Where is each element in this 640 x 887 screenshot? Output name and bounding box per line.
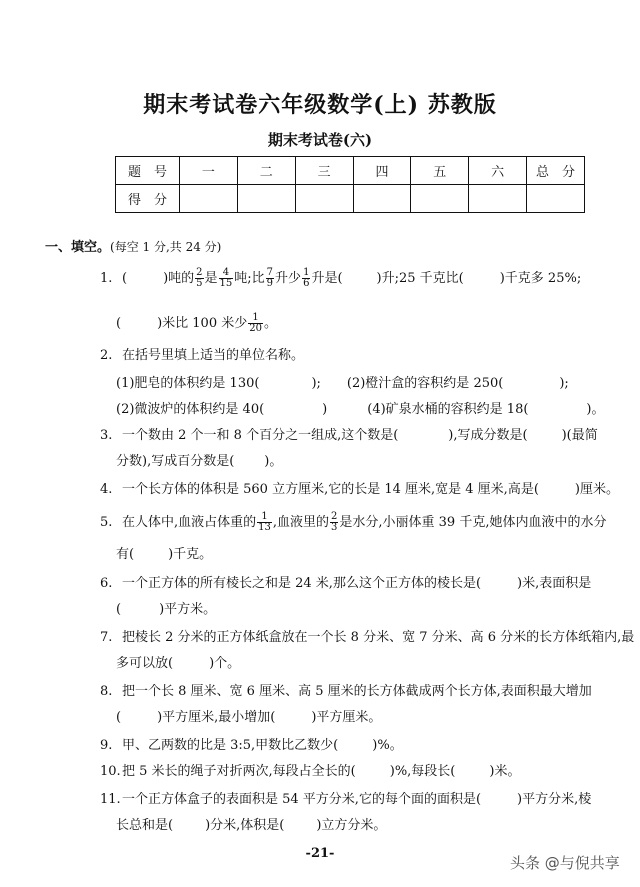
- question-number: 11.: [100, 792, 121, 807]
- q3-text: )。: [264, 454, 283, 469]
- q11-text: 长总和是(: [116, 818, 174, 833]
- q7-text: 多可以放(: [116, 656, 174, 671]
- q3-text: ),写成分数是(: [448, 428, 528, 443]
- question-6-line-1: [100, 574, 591, 594]
- question-6-line-2: [116, 600, 216, 620]
- watermark: 头条 @与倪共享: [510, 854, 620, 872]
- q1-text: )吨的: [163, 271, 195, 286]
- score-header-cell: 二: [237, 157, 295, 185]
- q7-text: 把棱长 2 分米的正方体纸盒放在一个长 8 分米、宽 7 分米、高 6 分米的长方体纸箱内,最: [122, 630, 635, 645]
- q10-text: 把 5 米长的绳子对折两次,每段占全长的(: [122, 764, 356, 779]
- question-number: 6.: [100, 576, 113, 591]
- score-table-header-row: [116, 157, 585, 185]
- q5-text: 在人体中,血液占体重的: [122, 515, 257, 530]
- question-11-line-1: [100, 790, 591, 810]
- fraction: $\frac{1}{13}$: [258, 511, 271, 533]
- q1-text: )千克多 25%;: [499, 271, 582, 286]
- question-number: 9.: [100, 738, 113, 753]
- score-cell: [353, 185, 411, 213]
- score-header-cell: 题 号: [116, 157, 180, 185]
- q2-text: );: [559, 376, 569, 391]
- q1-text: 吨;比: [234, 271, 265, 286]
- question-5-line-1: [100, 512, 606, 533]
- question-number: 8.: [100, 684, 113, 699]
- q2-text: (1)肥皂的体积约是 130(: [116, 376, 260, 391]
- q10-text: )米。: [489, 764, 521, 779]
- question-9: [100, 736, 403, 756]
- q6-text: )平方米。: [159, 602, 217, 617]
- question-number: 7.: [100, 630, 113, 645]
- score-table-score-row: [116, 185, 585, 213]
- question-3-line-2: [116, 452, 282, 472]
- q1-text: (: [116, 316, 122, 331]
- score-cell: [237, 185, 295, 213]
- score-header-cell: 总 分: [527, 157, 585, 185]
- q1-text: 是: [204, 271, 218, 286]
- q3-text: )(最简: [561, 428, 598, 443]
- question-1-line-2: [116, 313, 277, 334]
- q11-text: )立方分米。: [316, 818, 387, 833]
- q2-text: (2)微波炉的体积约是 40(: [116, 402, 265, 417]
- q8-text: 把一个长 8 厘米、宽 6 厘米、高 5 厘米的长方体截成两个长方体,表面积最大增加: [122, 684, 592, 699]
- q2-text: );: [311, 376, 321, 391]
- q8-text: (: [116, 710, 122, 725]
- q6-text: )米,表面积是: [517, 576, 592, 591]
- question-2-line-3: [116, 400, 605, 420]
- q3-text: 分数),写成百分数是(: [116, 454, 235, 469]
- q6-text: (: [116, 602, 122, 617]
- q7-text: )个。: [209, 656, 241, 671]
- q5-text: 有(: [116, 547, 135, 562]
- section-heading: [45, 236, 221, 255]
- score-cell: [180, 185, 238, 213]
- question-7-line-2: [116, 654, 240, 674]
- q2-text: (2)橙汁盒的容积约是 250(: [346, 376, 504, 391]
- score-header-cell: 三: [295, 157, 353, 185]
- page-title: 期末考试卷六年级数学(上) 苏教版: [143, 92, 497, 118]
- fraction: $\frac{2}{5}$: [196, 267, 203, 289]
- question-number: 2.: [100, 348, 113, 363]
- q2-text: )。: [586, 402, 605, 417]
- section-title: 一、填空。: [45, 240, 111, 255]
- question-number: 4.: [100, 482, 113, 497]
- exam-subtitle: 期末考试卷(六): [267, 131, 373, 149]
- question-2-line-2: [116, 374, 569, 394]
- fraction: $\frac{1}{6}$: [303, 267, 310, 289]
- fraction: $\frac{4}{15}$: [219, 267, 233, 289]
- question-number: 10.: [100, 764, 121, 779]
- question-5-line-2: [116, 545, 212, 565]
- fraction: $\frac{2}{3}$: [331, 511, 338, 533]
- q1-text: )升;25 千克比(: [376, 271, 464, 286]
- question-11-line-2: [116, 816, 386, 836]
- q1-text: 。: [263, 316, 277, 331]
- q1-text: 升是(: [311, 271, 343, 286]
- q2-text: 在括号里填上适当的单位名称。: [122, 348, 305, 363]
- q5-text: )千克。: [168, 547, 213, 562]
- score-cell: [469, 185, 527, 213]
- question-number: 3.: [100, 428, 113, 443]
- q5-text: ,血液里的: [272, 515, 330, 530]
- question-2-line-1: [100, 346, 304, 366]
- q2-text: ): [322, 402, 328, 417]
- section-note: (每空 1 分,共 24 分): [110, 240, 222, 254]
- question-number: 1.: [100, 271, 113, 286]
- score-label-cell: 得 分: [116, 185, 180, 213]
- q9-text: 甲、乙两数的比是 3:5,甲数比乙数少(: [122, 738, 339, 753]
- fraction: $\frac{1}{20}$: [249, 312, 262, 334]
- q11-text: 一个正方体盒子的表面积是 54 平方分米,它的每个面的面积是(: [122, 792, 482, 807]
- q1-text: 升少: [275, 271, 302, 286]
- question-10: [100, 762, 520, 782]
- score-header-cell: 五: [411, 157, 469, 185]
- question-4: [100, 480, 619, 500]
- q2-text: (4)矿泉水桶的容积约是 18(: [367, 402, 529, 417]
- score-table: [115, 156, 585, 213]
- q5-text: 是水分,小丽体重 39 千克,她体内血液中的水分: [339, 515, 607, 530]
- q6-text: 一个正方体的所有棱长之和是 24 米,那么这个正方体的棱长是(: [122, 576, 482, 591]
- score-header-cell: 六: [469, 157, 527, 185]
- question-1-line-1: [100, 268, 581, 289]
- q11-text: )平方分米,棱: [517, 792, 592, 807]
- q1-text: )米比 100 米少: [157, 316, 248, 331]
- question-number: 5.: [100, 515, 113, 530]
- score-header-cell: 四: [353, 157, 411, 185]
- q8-text: )平方厘米,最小增加(: [157, 710, 276, 725]
- q9-text: )%。: [372, 738, 403, 753]
- question-8-line-2: [116, 708, 381, 728]
- q4-text: )厘米。: [574, 482, 619, 497]
- q11-text: )分米,体积是(: [205, 818, 285, 833]
- question-7-line-1: [100, 628, 634, 648]
- question-8-line-1: [100, 682, 592, 702]
- score-cell: [411, 185, 469, 213]
- score-cell: [295, 185, 353, 213]
- q8-text: )平方厘米。: [311, 710, 382, 725]
- q3-text: 一个数由 2 个一和 8 个百分之一组成,这个数是(: [122, 428, 399, 443]
- q1-text: (: [122, 271, 128, 286]
- question-3-line-1: [100, 426, 598, 446]
- page-number: -21-: [305, 846, 335, 861]
- fraction: $\frac{7}{9}$: [266, 267, 274, 289]
- q10-text: )%,每段长(: [389, 764, 456, 779]
- score-cell: [527, 185, 585, 213]
- score-header-cell: 一: [180, 157, 238, 185]
- q4-text: 一个长方体的体积是 560 立方厘米,它的长是 14 厘米,宽是 4 厘米,高是(: [122, 482, 539, 497]
